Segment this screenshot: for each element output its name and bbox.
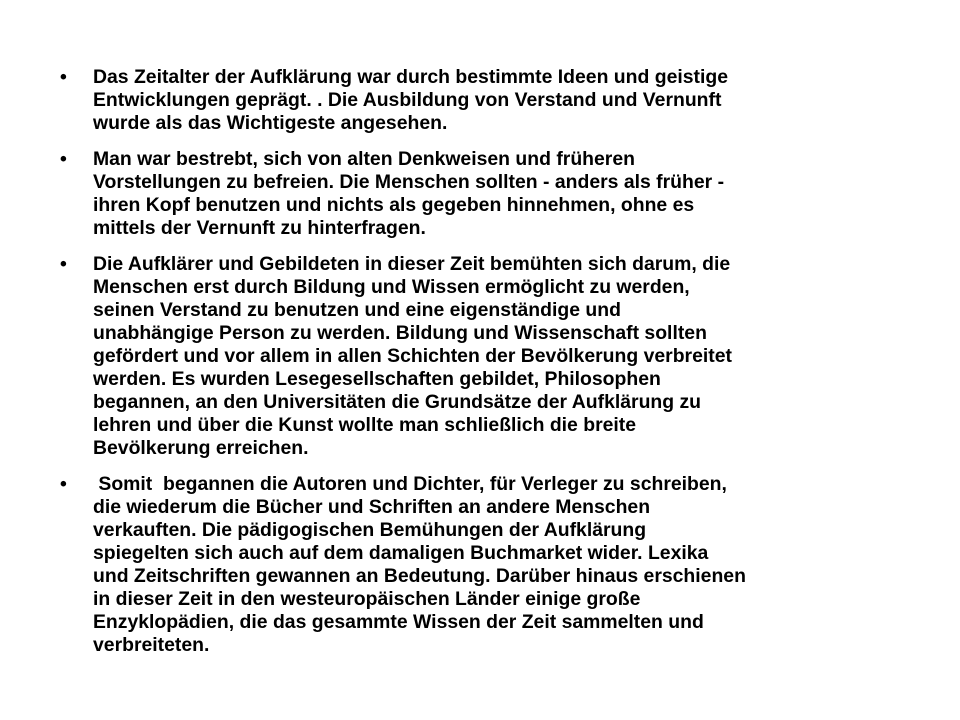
- text-line: begannen, an den Universitäten die Grundsätze der Aufklärung zu: [93, 391, 702, 413]
- text-line: lehren und über die Kunst wollte man schließlich die breite: [93, 414, 637, 436]
- bullet-text: [93, 473, 910, 657]
- bullet-dot-icon: •: [60, 148, 67, 170]
- text-line: Somit begannen die Autoren und Dichter, für Verleger zu schreiben,: [93, 473, 727, 495]
- text-line: seinen Verstand zu benutzen und eine eigenständige und: [93, 299, 621, 321]
- bullet-dot-icon: •: [60, 473, 67, 495]
- bullet-dot-icon: •: [60, 66, 67, 88]
- text-line: werden. Es wurden Lesegesellschaften gebildet, Philosophen: [93, 368, 661, 390]
- text-line: Menschen erst durch Bildung und Wissen ermöglicht zu werden,: [93, 276, 690, 298]
- bullet-item-3: [60, 253, 910, 460]
- bullet-text: [93, 253, 910, 460]
- bullet-item-4: [60, 473, 910, 657]
- text-line: in dieser Zeit in den westeuropäischen Länder einige große: [93, 588, 641, 610]
- text-line: unabhängige Person zu werden. Bildung und Wissenschaft sollten: [93, 322, 707, 344]
- bullet-text: [93, 66, 910, 135]
- bullet-dot-icon: •: [60, 253, 67, 275]
- text-line: Die Aufklärer und Gebildeten in dieser Zeit bemühten sich darum, die: [93, 253, 731, 275]
- text-line: und Zeitschriften gewannen an Bedeutung. Darüber hinaus erschienen: [93, 565, 746, 587]
- text-line: Enzyklopädien, die das gesammte Wissen der Zeit sammelten und: [93, 611, 704, 633]
- bullet-item-2: [60, 148, 910, 240]
- text-line: Vorstellungen zu befreien. Die Menschen sollten - anders als früher -: [93, 171, 725, 193]
- text-line: Entwicklungen geprägt. . Die Ausbildung von Verstand und Vernunft: [93, 89, 722, 111]
- text-line: die wiederum die Bücher und Schriften an andere Menschen: [93, 496, 651, 518]
- text-line: spiegelten sich auch auf dem damaligen Buchmarket wider. Lexika: [93, 542, 709, 564]
- bullet-item-1: [60, 66, 910, 135]
- text-line: mittels der Vernunft zu hinterfragen.: [93, 217, 426, 239]
- text-line: Man war bestrebt, sich von alten Denkweisen und früheren: [93, 148, 635, 170]
- bullet-text: [93, 148, 910, 240]
- bullet-list: [60, 66, 910, 670]
- text-line: wurde als das Wichtigeste angesehen.: [93, 112, 448, 134]
- text-line: verkauften. Die pädigogischen Bemühungen der Aufklärung: [93, 519, 647, 541]
- text-line: ihren Kopf benutzen und nichts als gegeben hinnehmen, ohne es: [93, 194, 695, 216]
- text-line: gefördert und vor allem in allen Schichten der Bevölkerung verbreitet: [93, 345, 732, 367]
- text-line: Bevölkerung erreichen.: [93, 437, 309, 459]
- text-line: verbreiteten.: [93, 634, 210, 656]
- text-line: Das Zeitalter der Aufklärung war durch bestimmte Ideen und geistige: [93, 66, 728, 88]
